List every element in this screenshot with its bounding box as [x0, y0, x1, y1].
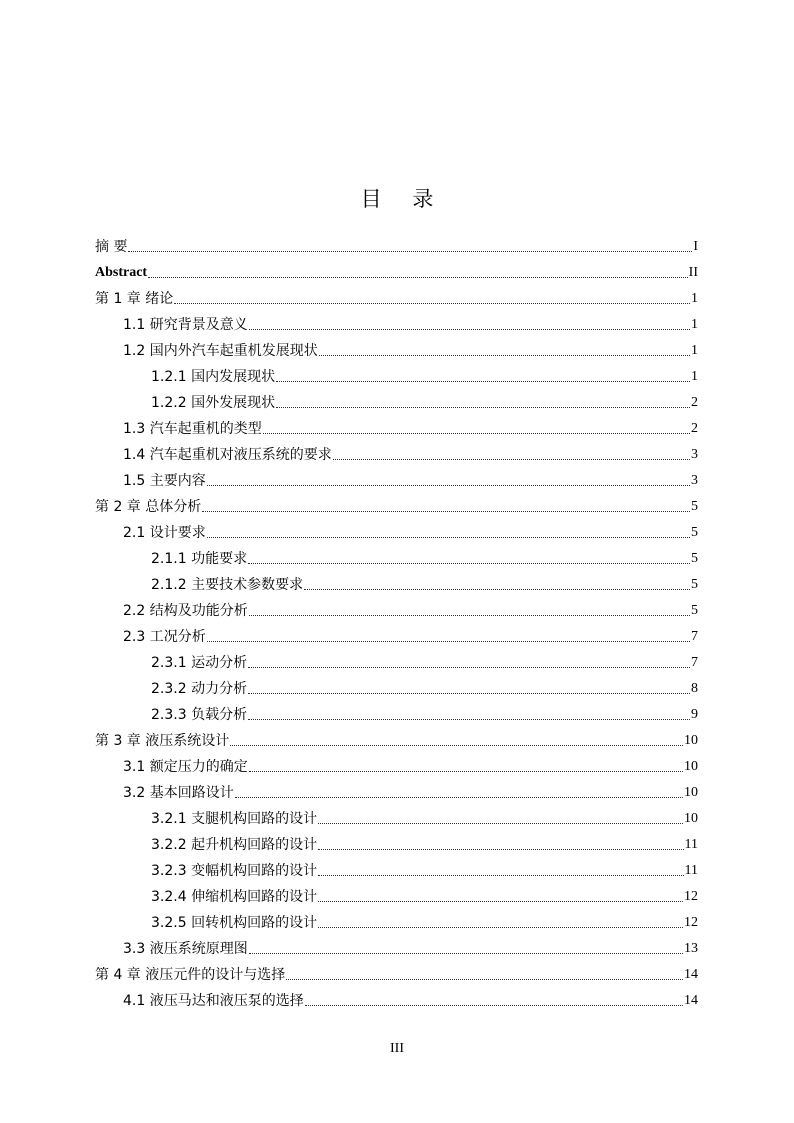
dot-leader	[249, 328, 690, 330]
toc-page: 12	[684, 889, 698, 904]
toc-entry-4-1[interactable]	[95, 984, 698, 1010]
dot-leader	[276, 406, 690, 408]
toc-entry-1-2-2[interactable]	[95, 386, 698, 412]
toc-entry-3-2-1[interactable]	[95, 802, 698, 828]
toc-page: II	[688, 265, 698, 280]
page-number: III	[390, 1041, 404, 1056]
toc-entry-2-1[interactable]	[95, 516, 698, 542]
dot-leader	[286, 978, 683, 980]
toc-label: 3.3 液压系统原理图	[123, 941, 248, 957]
toc-page: 14	[684, 967, 698, 982]
toc-entry-3-1[interactable]	[95, 750, 698, 776]
dot-leader	[318, 926, 683, 928]
toc-entry-3-2-3[interactable]	[95, 854, 698, 880]
toc-entry-3-2[interactable]	[95, 776, 698, 802]
toc-label: 3.2 基本回路设计	[123, 785, 234, 801]
toc-label: 2.3 工况分析	[123, 629, 206, 645]
dot-leader	[128, 250, 692, 252]
toc-page: 11	[684, 863, 698, 878]
toc-page: 10	[684, 785, 698, 800]
toc-label: 摘 要	[95, 239, 128, 255]
toc-label: 3.1 额定压力的确定	[123, 759, 248, 775]
toc-page: 5	[691, 499, 698, 514]
toc-label: 2.2 结构及功能分析	[123, 603, 248, 619]
toc-page: 7	[691, 629, 698, 644]
dot-leader	[249, 770, 683, 772]
toc-label: 2.3.3 负载分析	[151, 707, 248, 723]
dot-leader	[276, 380, 690, 382]
toc-page: 2	[691, 395, 698, 410]
toc-entry-abstract-en[interactable]	[95, 256, 698, 282]
toc-entry-1-4[interactable]	[95, 438, 698, 464]
toc-label: 1.1 研究背景及意义	[123, 317, 248, 333]
dot-leader	[318, 874, 683, 876]
toc-entry-2-1-1[interactable]	[95, 542, 698, 568]
toc-page: 14	[684, 993, 698, 1008]
dot-leader	[318, 822, 683, 824]
toc-page: 12	[684, 915, 698, 930]
toc-page: 5	[691, 577, 698, 592]
toc-entry-3-2-4[interactable]	[95, 880, 698, 906]
toc-entry-abstract-cn[interactable]	[95, 230, 698, 256]
dot-leader	[148, 276, 688, 278]
toc-label: 1.2.2 国外发展现状	[151, 395, 276, 411]
toc-label: 第 2 章 总体分析	[95, 499, 202, 515]
toc-page: 3	[691, 473, 698, 488]
dot-leader	[207, 484, 690, 486]
toc-page: 1	[691, 291, 698, 306]
toc-entry-chapter-3[interactable]	[95, 724, 698, 750]
toc-entry-3-2-2[interactable]	[95, 828, 698, 854]
toc-label: 3.2.5 回转机构回路的设计	[151, 915, 318, 931]
toc-entry-2-3[interactable]	[95, 620, 698, 646]
dot-leader	[248, 666, 690, 668]
toc-label: 第 4 章 液压元件的设计与选择	[95, 967, 286, 983]
toc-page: 10	[684, 733, 698, 748]
dot-leader	[174, 302, 690, 304]
dot-leader	[230, 744, 683, 746]
toc-label: Abstract	[95, 265, 148, 280]
toc-page: 5	[691, 603, 698, 618]
toc-label: 2.1.2 主要技术参数要求	[151, 577, 304, 593]
toc-page: 2	[691, 421, 698, 436]
toc-label: 3.2.2 起升机构回路的设计	[151, 837, 318, 853]
toc-page: 8	[691, 681, 698, 696]
toc-page: I	[693, 239, 698, 254]
toc-entry-chapter-1[interactable]	[95, 282, 698, 308]
toc-entry-2-3-2[interactable]	[95, 672, 698, 698]
dot-leader	[333, 458, 690, 460]
dot-leader	[248, 562, 690, 564]
dot-leader	[304, 588, 690, 590]
toc-entry-1-2[interactable]	[95, 334, 698, 360]
toc-entry-2-3-1[interactable]	[95, 646, 698, 672]
toc-entry-1-1[interactable]	[95, 308, 698, 334]
toc-page: 9	[691, 707, 698, 722]
toc-label: 1.2.1 国内发展现状	[151, 369, 276, 385]
toc-label: 1.2 国内外汽车起重机发展现状	[123, 343, 318, 359]
dot-leader	[319, 354, 690, 356]
toc-label: 3.2.4 伸缩机构回路的设计	[151, 889, 318, 905]
toc-entry-2-2[interactable]	[95, 594, 698, 620]
toc-page: 1	[691, 343, 698, 358]
toc-page: 5	[691, 525, 698, 540]
toc-page: 5	[691, 551, 698, 566]
dot-leader	[248, 692, 690, 694]
toc-page: 13	[684, 941, 698, 956]
dot-leader	[248, 718, 690, 720]
dot-leader	[249, 952, 683, 954]
dot-leader	[202, 510, 690, 512]
toc-page: 10	[684, 759, 698, 774]
toc-page: 3	[691, 447, 698, 462]
dot-leader	[207, 536, 690, 538]
toc-label: 2.1.1 功能要求	[151, 551, 248, 567]
toc-label: 2.1 设计要求	[123, 525, 206, 541]
toc-entry-1-3[interactable]	[95, 412, 698, 438]
dot-leader	[305, 1004, 683, 1006]
toc-page: 10	[684, 811, 698, 826]
toc-label: 1.3 汽车起重机的类型	[123, 421, 262, 437]
toc-entry-chapter-2[interactable]	[95, 490, 698, 516]
toc-page: 11	[684, 837, 698, 852]
dot-leader	[263, 432, 690, 434]
toc-label: 3.2.3 变幅机构回路的设计	[151, 863, 318, 879]
toc-label: 1.5 主要内容	[123, 473, 206, 489]
toc-label: 3.2.1 支腿机构回路的设计	[151, 811, 318, 827]
dot-leader	[318, 848, 683, 850]
toc-page: 1	[691, 317, 698, 332]
toc-entry-3-3[interactable]	[95, 932, 698, 958]
dot-leader	[318, 900, 683, 902]
toc-label: 2.3.1 运动分析	[151, 655, 248, 671]
toc-label: 2.3.2 动力分析	[151, 681, 248, 697]
toc-entry-2-1-2[interactable]	[95, 568, 698, 594]
toc-label: 第 1 章 绪论	[95, 291, 174, 307]
toc-entry-1-2-1[interactable]	[95, 360, 698, 386]
toc-page: 1	[691, 369, 698, 384]
toc-label: 第 3 章 液压系统设计	[95, 733, 230, 749]
toc-entry-2-3-3[interactable]	[95, 698, 698, 724]
dot-leader	[207, 640, 690, 642]
toc-entry-3-2-5[interactable]	[95, 906, 698, 932]
dot-leader	[249, 614, 690, 616]
table-of-contents	[95, 230, 698, 1010]
toc-label: 1.4 汽车起重机对液压系统的要求	[123, 447, 332, 463]
toc-label: 4.1 液压马达和液压泵的选择	[123, 993, 304, 1009]
page-title: 目 录	[360, 187, 446, 211]
toc-page: 7	[691, 655, 698, 670]
toc-entry-1-5[interactable]	[95, 464, 698, 490]
dot-leader	[235, 796, 683, 798]
toc-entry-chapter-4[interactable]	[95, 958, 698, 984]
